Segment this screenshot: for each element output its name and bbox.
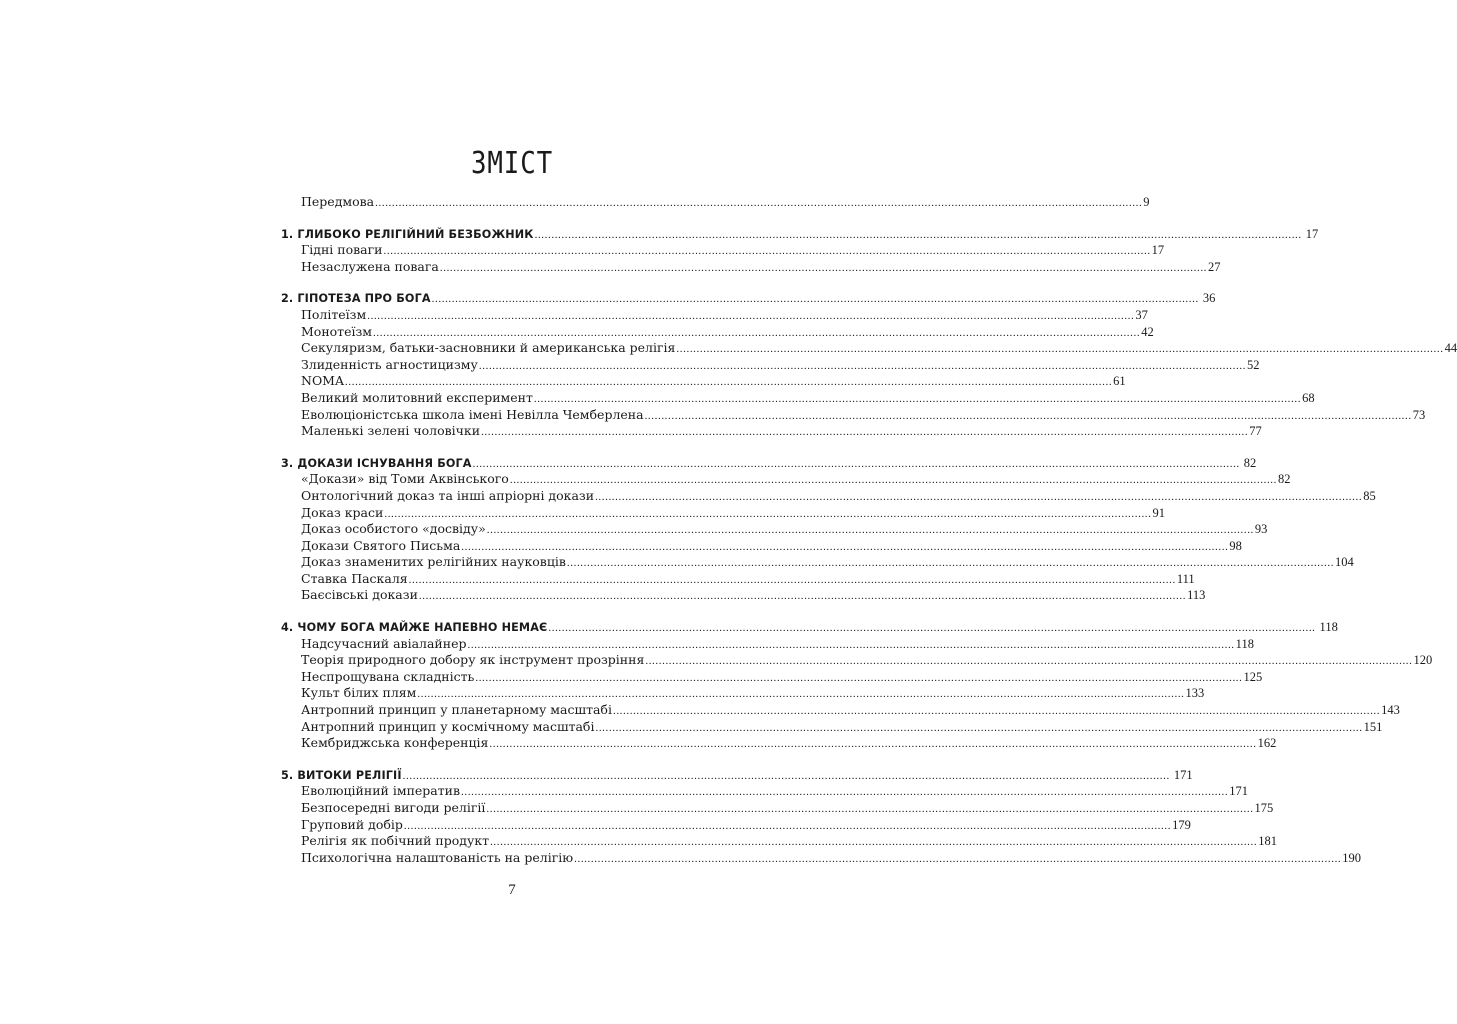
toc-entry-title: Еволюційний імператив: [301, 783, 461, 799]
toc-chapter-heading-title: 4. ЧОМУ БОГА МАЙЖЕ НАПЕВНО НЕМАЄ: [281, 621, 548, 635]
toc-entry-page: 125: [1243, 669, 1263, 684]
toc-chapter-heading-title: 3. ДОКАЗИ ІСНУВАННЯ БОГА: [281, 456, 472, 470]
toc-entry-title: Антропний принцип у космічному масштабі: [301, 718, 595, 734]
toc-entry-page: 44: [1444, 341, 1457, 356]
dot-leader: [409, 572, 1176, 589]
toc-entry-page: 73: [1412, 407, 1426, 422]
dot-leader: [595, 720, 1362, 737]
toc-entry[interactable]: [281, 258, 1221, 276]
page-number: 7: [508, 882, 516, 898]
toc-entry-title: Неспрощувана складність: [301, 668, 475, 684]
toc-chapter-section: [281, 619, 1433, 752]
toc-entry-page: 162: [1257, 736, 1277, 751]
dot-leader: [481, 424, 1248, 441]
section-gap: [281, 218, 713, 226]
toc-entry-title: Еволюціоністська школа імені Невілла Чемберлена: [301, 406, 644, 422]
toc-entry-title: Надсучасний авіалайнер: [301, 635, 467, 651]
dot-leader: [486, 801, 1253, 818]
toc-entry-page: 111: [1176, 571, 1195, 586]
toc-entry-title: Доказ особистого «досвіду»: [301, 521, 486, 537]
toc-entry-page: 52: [1247, 357, 1260, 372]
toc-entry-title: Психологічна налаштованість на релігію: [301, 849, 574, 865]
toc-entry-title: Великий молитовний експеримент: [301, 389, 533, 405]
toc-entry-title: Онтологічний доказ та інші апріорні докази: [301, 487, 595, 503]
toc-chapter-section: [281, 226, 1319, 276]
toc-preface-section: [281, 194, 1150, 211]
toc-entry-page: 181: [1258, 834, 1277, 849]
dot-leader: [461, 539, 1228, 556]
dot-leader: [534, 391, 1301, 408]
toc-chapter-heading[interactable]: [281, 226, 1319, 243]
toc-entry[interactable]: [281, 242, 1165, 259]
dot-leader: [567, 555, 1334, 572]
toc-entry-page: 113: [1187, 588, 1206, 603]
toc-entry-page: 118: [1235, 636, 1254, 651]
dot-leader: [535, 227, 1302, 244]
toc-entry-title: Антропний принцип у планетарному масштабі: [301, 702, 612, 718]
toc-chapter-section: [281, 455, 1376, 604]
toc-entry-page: 77: [1249, 424, 1262, 439]
toc-entry[interactable]: [281, 783, 1248, 800]
toc-entry[interactable]: [281, 504, 1165, 522]
page-title: ЗМІСТ: [471, 146, 553, 181]
dot-leader: [489, 736, 1256, 753]
toc-entry[interactable]: [281, 816, 1191, 834]
toc-chapter-heading-title: 5. ВИТОКИ РЕЛІГІЇ: [281, 768, 402, 782]
dot-leader: [345, 374, 1112, 391]
dot-leader: [510, 472, 1277, 489]
dot-leader: [403, 768, 1170, 785]
toc-entry-page: 104: [1335, 555, 1354, 570]
toc-chapter-heading-page: 17: [1305, 226, 1319, 241]
toc-chapter-heading-page: 171: [1173, 767, 1193, 782]
toc-entry[interactable]: [281, 570, 1195, 588]
toc-entry-page: 37: [1135, 307, 1148, 322]
toc-entry[interactable]: [281, 849, 1362, 867]
dot-leader: [373, 325, 1140, 342]
toc-chapter-heading[interactable]: [281, 455, 1257, 472]
toc-entry-title: Теорія природного добору як інструмент прозріння: [301, 652, 645, 668]
toc-entry[interactable]: [281, 323, 1154, 341]
toc-chapter-heading-page: 36: [1202, 291, 1216, 306]
toc-entry[interactable]: [281, 800, 1274, 817]
toc-entry[interactable]: [281, 652, 1433, 669]
dot-leader: [613, 703, 1380, 720]
toc-entry-title: Доказ краси: [301, 504, 384, 520]
toc-entry-title: Монотеїзм: [301, 323, 373, 339]
toc-chapter-heading[interactable]: [281, 619, 1338, 636]
dot-leader: [548, 620, 1315, 637]
toc-entry-page: 61: [1113, 374, 1126, 389]
dot-leader: [461, 784, 1228, 801]
dot-leader: [384, 506, 1151, 523]
toc-entry-page: 68: [1302, 390, 1315, 405]
toc-entry[interactable]: [281, 735, 1277, 752]
toc-chapter-heading[interactable]: [281, 290, 1216, 307]
toc-chapter-heading-page: 118: [1319, 620, 1338, 635]
toc-entry-title: Злиденність агностицизму: [301, 356, 478, 372]
toc-entry[interactable]: [281, 521, 1268, 538]
toc-entry-title: Політеїзм: [301, 306, 367, 322]
section-gap: [281, 611, 713, 619]
dot-leader: [676, 341, 1443, 358]
toc-entry[interactable]: [281, 340, 1457, 357]
table-of-contents: [281, 194, 1457, 873]
toc-entry-title: Культ білих плям: [301, 685, 417, 701]
dot-leader: [645, 408, 1412, 425]
dot-leader: [487, 522, 1254, 539]
toc-chapter-heading[interactable]: [281, 767, 1193, 784]
toc-entry[interactable]: [281, 356, 1260, 374]
toc-entry[interactable]: [281, 685, 1205, 702]
dot-leader: [384, 243, 1151, 260]
toc-entry[interactable]: [281, 587, 1206, 604]
toc-chapters: [281, 226, 1457, 867]
dot-leader: [473, 456, 1240, 473]
toc-entry-page: 151: [1363, 719, 1383, 734]
toc-entry[interactable]: [281, 471, 1291, 488]
toc-entry-title: «Докази» від Томи Аквінського: [301, 471, 509, 487]
toc-entry-page: 120: [1413, 653, 1433, 668]
section-gap: [281, 282, 713, 290]
dot-leader: [595, 489, 1362, 506]
toc-entry-page: 175: [1254, 801, 1274, 815]
toc-entry-title: Груповий добір: [301, 816, 403, 832]
toc-entry-title: Докази Святого Письма: [301, 537, 461, 553]
toc-entry-page: 93: [1254, 522, 1268, 537]
toc-entry[interactable]: [281, 537, 1242, 555]
toc-entry-title: Кембриджська конференція: [301, 735, 489, 751]
toc-chapter-heading-page: 82: [1243, 455, 1257, 470]
toc-entry[interactable]: [281, 833, 1277, 850]
toc-entry[interactable]: [281, 406, 1426, 424]
dot-leader: [417, 686, 1184, 703]
dot-leader: [404, 818, 1171, 835]
toc-entry-title: Ставка Паскаля: [301, 570, 408, 586]
toc-entry-page: 42: [1141, 324, 1154, 339]
toc-chapter-heading-title: 2. ГІПОТЕЗА ПРО БОГА: [281, 292, 431, 306]
toc-entry-title: Гідні поваги: [301, 242, 383, 258]
toc-entry-title: Релігія як побічний продукт: [301, 833, 490, 849]
toc-entry[interactable]: [281, 718, 1383, 736]
dot-leader: [645, 653, 1412, 670]
toc-chapter-section: [281, 767, 1362, 867]
toc-entry-page: 171: [1229, 784, 1248, 799]
section-gap: [281, 759, 713, 767]
toc-entry[interactable]: [281, 194, 1150, 211]
toc-entry-page: 27: [1208, 259, 1221, 274]
dot-leader: [440, 260, 1207, 277]
dot-leader: [574, 851, 1341, 868]
toc-entry-title: Незаслужена повага: [301, 258, 439, 274]
toc-entry-title: Передмова: [301, 194, 375, 209]
toc-entry-title: Баєсівські докази: [301, 587, 418, 603]
dot-leader: [432, 291, 1199, 308]
dot-leader: [490, 834, 1257, 851]
toc-entry[interactable]: [281, 702, 1400, 719]
toc-entry[interactable]: [281, 423, 1262, 440]
toc-entry[interactable]: [281, 668, 1263, 686]
toc-entry-page: 9: [1143, 195, 1150, 209]
dot-leader: [419, 588, 1186, 605]
toc-entry-page: 98: [1229, 538, 1242, 553]
toc-entry-page: 143: [1381, 703, 1400, 718]
toc-entry[interactable]: [281, 306, 1148, 324]
toc-entry-page: 85: [1363, 488, 1376, 503]
toc-entry-page: 17: [1151, 243, 1165, 258]
toc-entry[interactable]: [281, 635, 1254, 653]
toc-entry-title: NOMA: [301, 373, 345, 389]
toc-entry-page: 133: [1185, 686, 1205, 701]
dot-leader: [375, 195, 1142, 212]
toc-entry-title: Маленькі зелені чоловічки: [301, 423, 481, 439]
toc-entry[interactable]: [281, 373, 1126, 390]
toc-entry-title: Секуляризм, батьки-засновники й американська релігія: [301, 340, 676, 356]
dot-leader: [367, 308, 1134, 325]
toc-entry-page: 179: [1172, 817, 1191, 832]
toc-entry[interactable]: [281, 389, 1315, 407]
dot-leader: [468, 637, 1235, 654]
toc-entry-page: 82: [1278, 472, 1291, 487]
section-gap: [281, 447, 713, 455]
dot-leader: [475, 670, 1242, 687]
dot-leader: [479, 358, 1246, 375]
toc-entry-title: Безпосередні вигоди релігії: [301, 800, 486, 815]
toc-entry-title: Доказ знаменитих релігійних науковців: [301, 554, 566, 570]
toc-entry-page: 91: [1152, 505, 1165, 520]
toc-chapter-heading-title: 1. ГЛИБОКО РЕЛІГІЙНИЙ БЕЗБОЖНИК: [281, 227, 534, 241]
toc-entry[interactable]: [281, 554, 1354, 571]
toc-entry[interactable]: [281, 487, 1376, 505]
toc-entry-page: 190: [1342, 850, 1362, 865]
toc-chapter-section: [281, 290, 1457, 439]
